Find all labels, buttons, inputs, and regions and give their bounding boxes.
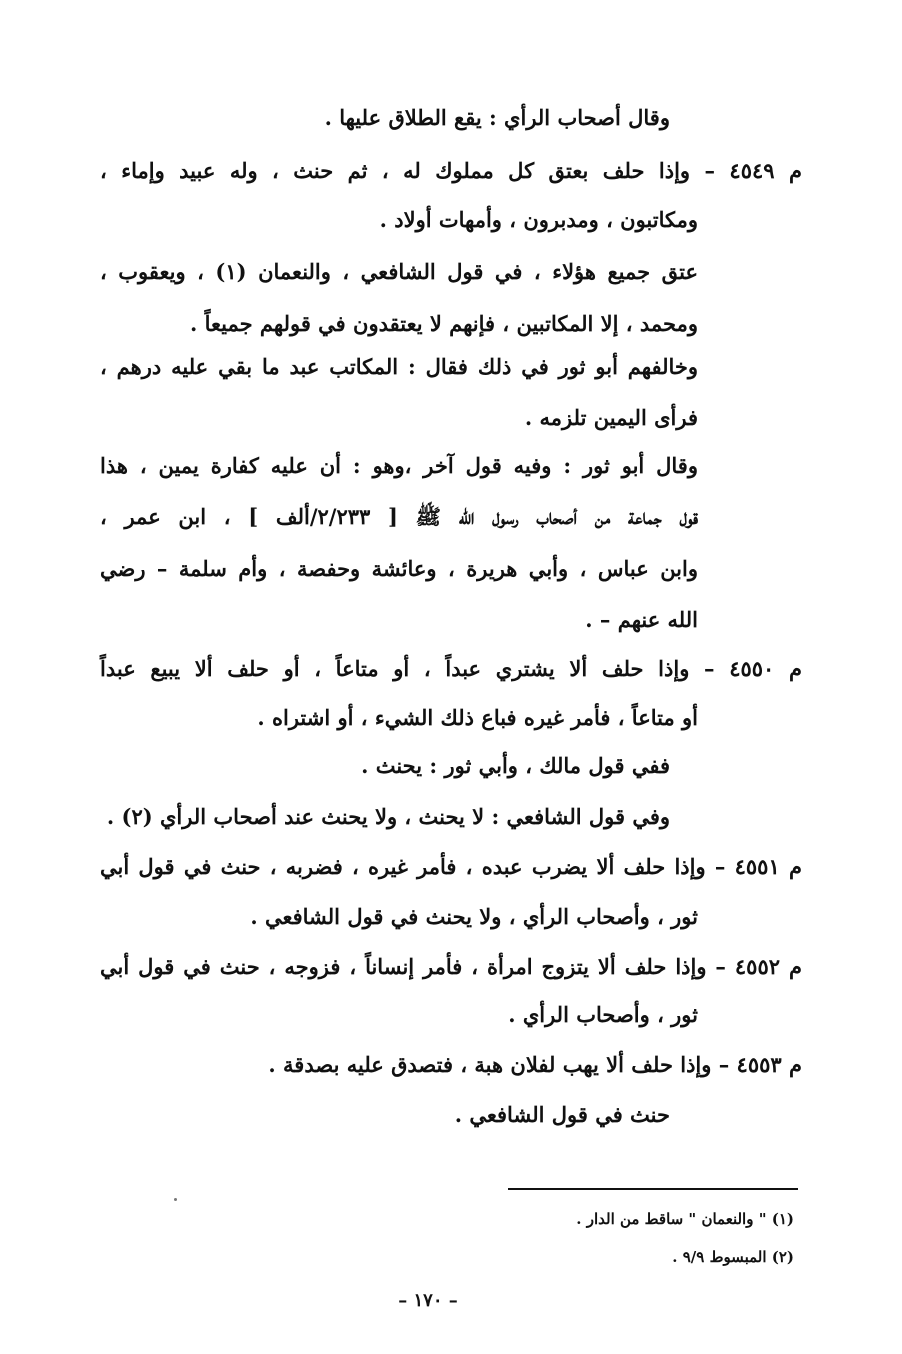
issue-4550-line: م ٤٥٥٠ – وإذا حلف ألا يشتري عبداً ، أو متاعاً ، أو حلف ألا يبيع عبداً — [100, 656, 802, 681]
scan-speck — [174, 1198, 177, 1201]
issue-4549-line: م ٤٥٤٩ – وإذا حلف بعتق كل مملوك له ، ثم حنث ، وله عبيد وإماء ، — [100, 158, 802, 183]
text-line: وفي قول الشافعي : لا يحنث ، ولا يحنث عند أصحاب الرأي (٢) . — [106, 804, 670, 829]
text-line: وقال أبو ثور : وفيه قول آخر ،وهو : أن عليه كفارة يمين ، هذا — [100, 453, 698, 478]
footnote-1: (١) " والنعمان " ساقط من الدار . — [576, 1210, 794, 1228]
text-line: ففي قول مالك ، وأبي ثور : يحنث . — [361, 753, 670, 778]
issue-4551-line: م ٤٥٥١ – وإذا حلف ألا يضرب عبده ، فأمر غيره ، فضربه ، حنث في قول أبي — [100, 854, 802, 879]
text-line: الله عنهم – . — [585, 607, 698, 632]
page-number: – ١٧٠ – — [398, 1290, 458, 1311]
text-line: ومكاتبون ، ومدبرون ، وأمهات أولاد . — [379, 207, 698, 232]
text-line: ثور ، وأصحاب الرأي ، ولا يحنث في قول الشافعي . — [250, 904, 698, 929]
text-line: وقال أصحاب الرأي : يقع الطلاق عليها . — [324, 105, 670, 130]
issue-4553-line: م ٤٥٥٣ – وإذا حلف ألا يهب لفلان هبة ، فتصدق عليه بصدقة . — [268, 1052, 802, 1077]
text-line: ثور ، وأصحاب الرأي . — [508, 1002, 698, 1027]
text-line: ومحمد ، إلا المكاتبين ، فإنهم لا يعتقدون في قولهم جميعاً . — [190, 311, 698, 336]
text-line: وخالفهم أبو ثور في ذلك فقال : المكاتب عبد ما بقي عليه درهم ، — [100, 354, 698, 379]
text-line: قول جماعة من أصحاب رسول الله ﷺ [ ٢/٢٣٣/ألف ] ، ابن عمر ، — [100, 504, 698, 529]
text-line: حنث في قول الشافعي . — [454, 1102, 670, 1127]
footnote-2: (٢) المبسوط ٩/٩ . — [672, 1248, 794, 1266]
text-line: أو متاعاً ، فأمر غيره فباع ذلك الشيء ، أو اشتراه . — [257, 705, 698, 730]
text-line: فرأى اليمين تلزمه . — [524, 405, 698, 430]
text-line: عتق جميع هؤلاء ، في قول الشافعي ، والنعمان (١) ، ويعقوب ، — [100, 259, 698, 284]
text-line: وابن عباس ، وأبي هريرة ، وعائشة وحفصة ، وأم سلمة – رضي — [100, 556, 698, 581]
issue-4552-line: م ٤٥٥٢ – وإذا حلف ألا يتزوج امرأة ، فأمر إنساناً ، فزوجه ، حنث في قول أبي — [100, 954, 802, 979]
footnote-separator — [508, 1188, 798, 1190]
